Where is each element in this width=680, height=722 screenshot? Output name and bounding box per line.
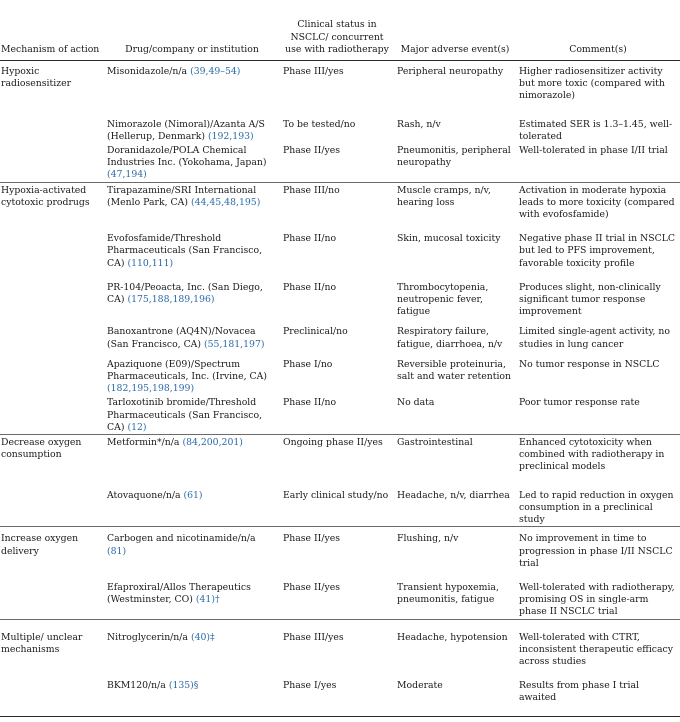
drug-name: Metformin*/n/a [107,437,180,449]
mechanism-cell [0,61,104,103]
drug-cell [104,435,280,474]
mechanism-cell [0,351,104,396]
table-header [0,0,680,61]
mechanism-text: Increase oxygen delivery [1,533,79,557]
comment-cell [516,619,680,668]
drug-name: Tirapazamine/SRI International (Menlo Park, CA) [107,184,257,208]
reference-link[interactable]: (84,200,201) [182,437,243,449]
comment-text: Enhanced cytotoxicity when combined with radiotherapy in preclinical models [519,437,665,473]
status-text: Phase I/no [283,358,333,370]
comment-cell [516,318,680,350]
status-cell [280,435,394,474]
drug-cell [104,221,280,270]
comment-text: Poor tumor response rate [519,397,640,409]
table-row [0,182,680,221]
reference-link[interactable]: (110,111) [127,257,174,269]
comment-cell [516,570,680,619]
adverse-event-cell [394,61,516,103]
adverse-event-text: Transient hypoxemia, pneumonitis, fatigue [397,581,499,606]
mechanism-cell [0,668,104,704]
comment-cell [516,474,680,527]
adverse-event-cell [394,570,516,619]
comment-text: Higher radiosensitizer activity but more toxic (compared with nimorazole) [519,66,665,102]
reference-link[interactable]: (47,194) [107,169,147,181]
reference-link[interactable]: (41)† [195,594,220,606]
comment-cell [516,395,680,434]
status-cell [280,570,394,619]
header-comments: Comment(s) [516,0,680,61]
reference-link[interactable]: (175,188,189,196) [127,294,215,306]
status-text: Phase I/yes [283,680,337,692]
status-text: Phase III/no [283,184,340,196]
table-row [0,395,680,434]
status-cell [280,668,394,704]
adverse-event-cell [394,318,516,350]
comment-text: Results from phase I trial awaited [519,680,639,704]
reference-link[interactable]: (182,195,198,199) [107,383,195,395]
comment-cell [516,221,680,270]
reference-link[interactable]: (192,193) [207,130,254,142]
adverse-event-text: Muscle cramps, n/v, hearing loss [397,184,491,208]
reference-link[interactable]: (81) [107,545,127,557]
header-mechanism: Mechanism of action [0,0,104,61]
table-row [0,668,680,704]
adverse-event-cell [394,270,516,319]
header-clinical-status: Clinical status in NSCLC/ concurrent use with radiotherapy [280,0,394,61]
drug-cell [104,474,280,527]
drug-cell [104,182,280,221]
comment-text: Produces slight, non-clinically significant tumor response improvement [519,281,661,318]
comment-text: Activation in moderate hypoxia leads to more toxicity (compared with evofosfamide) [519,184,675,221]
status-cell [280,221,394,270]
comment-text: Well-tolerated in phase I/II trial [519,145,668,157]
table-row [0,435,680,474]
status-text: To be tested/no [283,118,356,130]
drug-cell [104,668,280,704]
mechanism-text: Hypoxia-activated cytotoxic prodrugs [1,184,90,208]
drug-name: Tarloxotinib bromide/Threshold Pharmaceuticals (San Francisco, CA) [107,397,263,433]
adverse-event-text: Headache, n/v, diarrhea [397,489,510,501]
adverse-event-cell [394,395,516,434]
adverse-event-text: Skin, mucosal toxicity [397,233,501,245]
comment-text: Negative phase II trial in NSCLC but led to PFS improvement, favorable toxicity profile [519,233,676,269]
comment-text: Well-tolerated with radiotherapy, promising OS in single-arm phase II NSCLC trial [519,581,675,618]
table-row [0,318,680,350]
status-text: Phase III/yes [283,631,344,643]
mechanism-cell [0,182,104,221]
table-row [0,103,680,143]
drug-cell [104,61,280,103]
comment-cell [516,270,680,319]
reference-link[interactable]: (44,45,48,195) [190,196,261,208]
header-drug: Drug/company or institution [104,0,280,61]
status-cell [280,527,394,570]
drug-cell [104,143,280,182]
drug-name: Carbogen and nicotinamide/n/a [107,533,256,545]
drug-name: Nimorazole (Nimoral)/Azanta A/S (Hellerup, Denmark) [107,118,265,142]
drug-name: Apaziquone (E09)/Spectrum Pharmaceuticals, Inc. (Irvine, CA) [107,358,267,383]
drug-cell [104,103,280,143]
table-row [0,527,680,570]
status-cell [280,103,394,143]
status-cell [280,61,394,103]
reference-link[interactable]: (55,181,197) [204,338,265,350]
status-text: Phase II/yes [283,581,341,593]
comment-cell [516,61,680,103]
adverse-event-cell [394,619,516,668]
table-row [0,221,680,270]
reference-link[interactable]: (39,49–54) [190,66,241,77]
status-text: Phase II/yes [283,145,341,157]
drug-name: Banoxantrone (AQ4N)/Novacea (San Francisco, CA) [107,326,256,350]
adverse-event-text: Gastrointestinal [397,437,473,449]
drug-name: Nitroglycerin/n/a [107,631,188,643]
status-cell [280,318,394,350]
mechanism-cell [0,570,104,619]
comment-cell [516,435,680,474]
drug-name: Doranidazole/POLA Chemical Industries Inc. (Yokohama, Japan) [107,145,267,169]
reference-link[interactable]: (40)‡ [190,631,215,643]
status-cell [280,182,394,221]
mechanism-cell [0,619,104,668]
adverse-event-text: Headache, hypotension [397,631,508,643]
comment-cell [516,103,680,143]
mechanism-cell [0,221,104,270]
adverse-event-cell [394,435,516,474]
adverse-event-text: Flushing, n/v [397,533,459,545]
reference-link[interactable]: (12) [127,421,147,433]
drug-name: Efaproxiral/Allos Therapeutics (Westminster, CO) [107,581,251,606]
status-text: Phase III/yes [283,66,344,77]
comment-cell [516,182,680,221]
drug-name: Evofosfamide/Threshold Pharmaceuticals (San Francisco, CA) [107,233,263,269]
table-row [0,143,680,182]
status-cell [280,351,394,396]
table-row [0,570,680,619]
table-row [0,351,680,396]
drug-cell [104,395,280,434]
reference-link[interactable]: (61) [183,489,203,501]
drug-cell [104,351,280,396]
comment-text: No tumor response in NSCLC [519,358,660,370]
adverse-event-cell [394,143,516,182]
comment-text: Well-tolerated with CTRT, inconsistent therapeutic efficacy across studies [519,631,673,667]
drug-cell [104,270,280,319]
drug-cell [104,570,280,619]
adverse-event-cell [394,103,516,143]
status-text: Phase II/no [283,233,337,245]
status-text: Ongoing phase II/yes [283,437,383,449]
mechanism-cell [0,395,104,434]
adverse-event-text: No data [397,397,435,409]
mechanism-cell [0,435,104,474]
mechanism-cell [0,143,104,182]
status-text: Early clinical study/no [283,489,389,501]
status-cell [280,270,394,319]
adverse-event-text: Rash, n/v [397,118,441,130]
comment-cell [516,143,680,182]
table-row [0,61,680,103]
comment-cell [516,668,680,704]
mechanism-text: Decrease oxygen consumption [1,437,82,461]
mechanism-text: Hypoxic radiosensitizer [1,66,72,90]
status-text: Phase II/yes [283,533,341,545]
adverse-event-text: Reversible proteinuria, salt and water retention [397,358,512,383]
status-cell [280,143,394,182]
table-body [0,61,680,705]
adverse-event-text: Thrombocytopenia, neutropenic fever, fatigue [397,281,489,318]
drug-cell [104,619,280,668]
status-text: Phase II/no [283,281,337,293]
comment-text: No improvement in time to progression in phase I/II NSCLC trial [519,533,673,569]
adverse-event-cell [394,527,516,570]
mechanism-cell [0,270,104,319]
drug-cell [104,318,280,350]
mechanism-cell [0,103,104,143]
adverse-event-text: Respiratory failure, fatigue, diarrhoea, n/v [397,326,503,350]
mechanism-cell [0,474,104,527]
status-text: Phase II/no [283,397,337,409]
adverse-event-text: Moderate [397,680,443,692]
drug-name: BKM120/n/a [107,680,166,692]
table-bottom-rule [0,716,680,717]
table-row [0,474,680,527]
adverse-event-cell [394,668,516,704]
drug-cell [104,527,280,570]
comment-text: Led to rapid reduction in oxygen consumption in a preclinical study [519,489,674,526]
header-adverse-events: Major adverse event(s) [394,0,516,61]
status-cell [280,395,394,434]
drug-name: Atovaquone/n/a [107,489,181,501]
mechanism-cell [0,527,104,570]
comment-cell [516,351,680,396]
adverse-event-text: Pneumonitis, peripheral neuropathy [397,145,511,169]
mechanism-text: Multiple/ unclear mechanisms [1,631,83,655]
status-text: Preclinical/no [283,326,348,338]
mechanism-cell [0,318,104,350]
adverse-event-cell [394,474,516,527]
comment-cell [516,527,680,570]
table-row [0,270,680,319]
drug-name: PR-104/Peoacta, Inc. (San Diego, CA) [107,281,263,306]
drug-name: Misonidazole/n/a [107,66,188,77]
reference-link[interactable]: (135)§ [168,680,199,692]
comment-text: Estimated SER is 1.3–1.45, well-tolerated [519,118,673,142]
adverse-event-cell [394,182,516,221]
adverse-event-cell [394,221,516,270]
status-cell [280,474,394,527]
adverse-event-cell [394,351,516,396]
table-row [0,619,680,668]
comment-text: Limited single-agent activity, no studies in lung cancer [519,326,670,350]
adverse-event-text: Peripheral neuropathy [397,66,504,77]
status-cell [280,619,394,668]
